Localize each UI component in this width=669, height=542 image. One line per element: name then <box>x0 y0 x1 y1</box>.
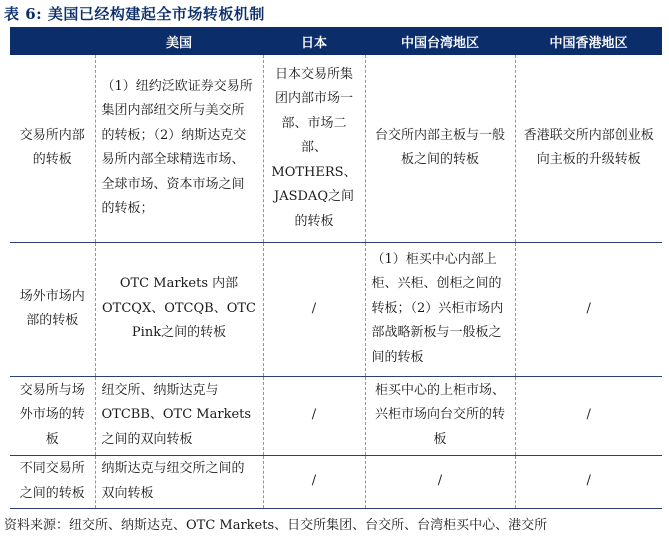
cell-taiwan: 柜买中心的上柜市场、兴柜市场向台交所的转板 <box>365 376 515 455</box>
table-row <box>10 455 662 508</box>
table-row <box>10 242 662 376</box>
header-hongkong: 中国香港地区 <box>515 27 662 55</box>
row-label: 交易所内部的转板 <box>10 55 95 242</box>
cell-taiwan: 台交所内部主板与一般板之间的转板 <box>365 55 515 242</box>
cell-hongkong: / <box>515 242 662 376</box>
cell-japan: / <box>263 376 365 455</box>
cell-us: OTC Markets 内部OTCQX、OTCQB、OTC Pink之间的转板 <box>95 242 263 376</box>
header-taiwan: 中国台湾地区 <box>365 27 515 55</box>
table-row <box>10 376 662 455</box>
row-label: 交易所与场外市场的转板 <box>10 376 95 455</box>
cell-japan: / <box>263 242 365 376</box>
header-empty <box>10 27 95 55</box>
cell-hongkong: / <box>515 455 662 508</box>
cell-japan: 日本交易所集团内部市场一部、市场二部、MOTHERS、JASDAQ之间的转板 <box>263 55 365 242</box>
row-label: 不同交易所之间的转板 <box>10 455 95 508</box>
row-label: 场外市场内部的转板 <box>10 242 95 376</box>
cell-japan: / <box>263 455 365 508</box>
header-japan: 日本 <box>263 27 365 55</box>
cell-us: 纳斯达克与纽交所之间的双向转板 <box>95 455 263 508</box>
cell-us: 纽交所、纳斯达克与OTCBB、OTC Markets之间的双向转板 <box>95 376 263 455</box>
source-note: 资料来源：纽交所、纳斯达克、OTC Markets、日交所集团、台交所、台湾柜买中心、港交所 <box>4 518 548 533</box>
cell-hongkong: 香港联交所内部创业板向主板的升级转板 <box>515 55 662 242</box>
table-header-row <box>10 27 662 55</box>
cell-taiwan: （1）柜买中心内部上柜、兴柜、创柜之间的转板；（2）兴柜市场内部战略新板与一般板之间的转板 <box>365 242 515 376</box>
table-title: 表 6: 美国已经构建起全市场转板机制 <box>4 5 265 23</box>
cell-hongkong: / <box>515 376 662 455</box>
transfer-mechanism-table <box>10 27 662 509</box>
table-row <box>10 55 662 242</box>
cell-taiwan: / <box>365 455 515 508</box>
cell-us: （1）纽约泛欧证券交易所集团内部纽交所与美交所的转板；（2）纳斯达克交易所内部全球精选市场、全球市场、资本市场之间的转板； <box>95 55 263 242</box>
header-us: 美国 <box>95 27 263 55</box>
